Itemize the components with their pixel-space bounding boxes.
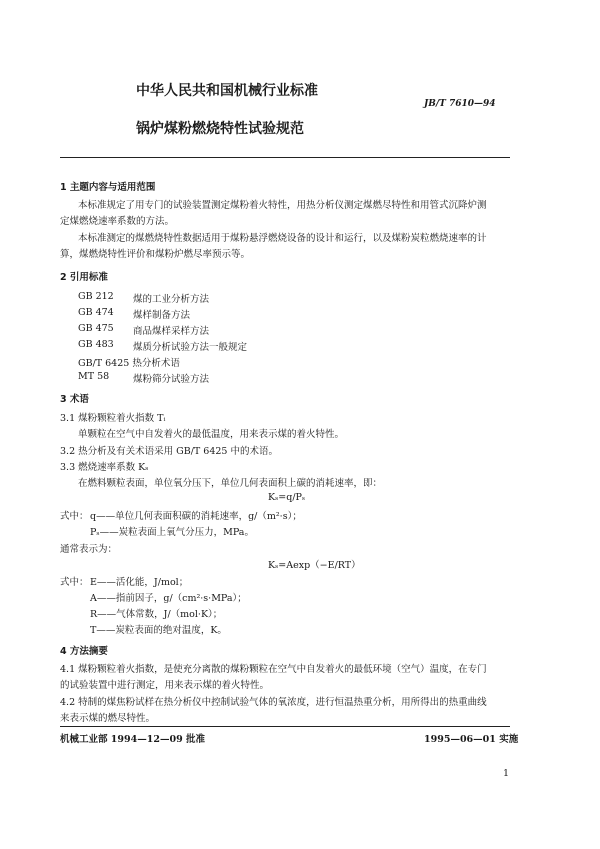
where-2-e: E——活化能，J/mol； xyxy=(90,577,189,588)
header-divider xyxy=(60,157,510,158)
method-4-1-line-2: 的试验装置中进行测定，用来表示煤的着火特性。 xyxy=(60,680,270,691)
section-1-para-2-line-1: 本标准测定的煤燃烧特性数据适用于煤粉悬浮燃烧设备的设计和运行，以及煤粉炭粒燃烧速率的计 xyxy=(78,233,487,244)
where-2-t: T——炭粒表面的绝对温度，K。 xyxy=(90,625,227,636)
equation-arrhenius: Kₛ=Aexp（−E/RT） xyxy=(268,560,361,571)
industry-standard-heading: 中华人民共和国机械行业标准 xyxy=(136,83,318,99)
reference-title: 煤样制备方法 xyxy=(133,310,191,321)
method-4-2-line-2: 来表示煤的燃尽特性。 xyxy=(60,713,156,724)
section-3-heading: 3 术语 xyxy=(60,394,89,405)
approval-line: 机械工业部 1994—12—09 批准 xyxy=(60,734,205,745)
reference-code: GB 475 xyxy=(78,323,114,334)
reference-item xyxy=(78,355,180,369)
reference-title: 热分析术语 xyxy=(132,358,180,369)
page-number: 1 xyxy=(503,768,510,779)
equation-rate-coefficient: Kₛ=q/Pₛ xyxy=(268,492,306,503)
where-2-r: R——气体常数，J/（mol·K）； xyxy=(90,609,223,620)
section-4-heading: 4 方法摘要 xyxy=(60,646,108,657)
reference-title: 煤的工业分析方法 xyxy=(133,294,210,305)
section-1-heading: 1 主题内容与适用范围 xyxy=(60,182,156,193)
reference-code: MT 58 xyxy=(78,371,110,382)
where-label-1: 式中： xyxy=(60,511,89,522)
reference-code: GB/T 6425 xyxy=(78,358,130,369)
reference-code: GB 483 xyxy=(78,339,114,350)
where-1-ps: Pₛ——炭粒表面上氧气分压力，MPa。 xyxy=(90,527,254,538)
term-3-1-heading: 3.1 煤粉颗粒着火指数 Tᵢ xyxy=(60,413,166,424)
term-3-2: 3.2 热分析及有关术语采用 GB/T 6425 中的术语。 xyxy=(60,446,278,457)
reference-title: 煤质分析试验方法一般规定 xyxy=(133,342,248,353)
section-1-para-1-line-1: 本标准规定了用专门的试验装置测定煤粉着火特性，用热分析仪测定煤燃尽特性和用管式沉降炉测 xyxy=(78,200,487,211)
term-3-1-body: 单颗粒在空气中自发着火的最低温度，用来表示煤的着火特性。 xyxy=(78,429,345,440)
document-title: 锅炉煤粉燃烧特性试验规范 xyxy=(136,121,304,137)
reference-title: 商品煤样采样方法 xyxy=(133,326,210,337)
where-label-2: 式中： xyxy=(60,577,89,588)
reference-code: GB 212 xyxy=(78,291,114,302)
implementation-date: 1995—06—01 实施 xyxy=(424,734,519,745)
method-4-2-line-1: 4.2 特制的煤焦粉试样在热分析仪中控制试验气体的氧浓度，进行恒温热重分析，用所得出的热重曲线 xyxy=(60,697,487,708)
reference-title: 煤粉筛分试验方法 xyxy=(133,374,210,385)
term-3-3-heading: 3.3 燃烧速率系数 Kₛ xyxy=(60,462,149,473)
where-1-q: q——单位几何表面积碳的消耗速率，g/（m²·s）； xyxy=(90,511,302,522)
section-2-heading: 2 引用标准 xyxy=(60,272,108,283)
section-1-para-1-line-2: 定煤燃烧速率系数的方法。 xyxy=(60,216,175,227)
method-4-1-line-1: 4.1 煤粉颗粒着火指数，是使充分离散的煤粉颗粒在空气中自发着火的最低环境（空气）温度，在专门 xyxy=(60,664,487,675)
section-1-para-2-line-2: 算，煤燃烧特性评价和煤粉炉燃尽率预示等。 xyxy=(60,249,251,260)
reference-list xyxy=(78,291,378,391)
reference-code: GB 474 xyxy=(78,307,114,318)
term-3-3-body: 在燃料颗粒表面，单位氧分压下，单位几何表面积上碳的消耗速率，即： xyxy=(78,478,383,489)
where-2-a: A——指前因子，g/（cm²·s·MPa）； xyxy=(90,593,247,604)
standard-number: JB/T 7610—94 xyxy=(424,99,496,109)
usually-expressed-as: 通常表示为： xyxy=(60,544,118,555)
footer-divider xyxy=(60,726,510,727)
